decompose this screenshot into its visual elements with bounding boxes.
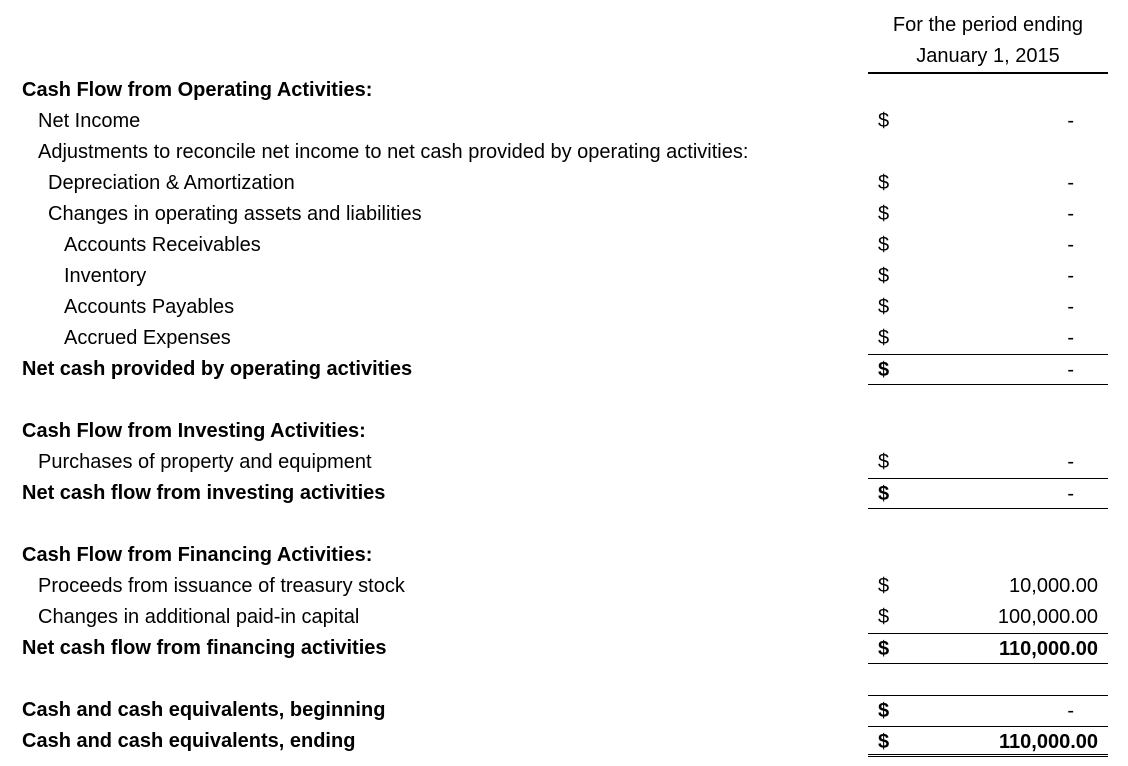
row-cash-flow-from-operating-activities: [0, 75, 1128, 106]
row-label: Changes in operating assets and liabilities: [48, 203, 422, 225]
amount-value: -: [1067, 483, 1074, 505]
row-purchases-of-property-and-equipment: [0, 447, 1128, 478]
row-label: Cash and cash equivalents, ending: [22, 730, 356, 752]
row-label: Depreciation & Amortization: [48, 172, 295, 194]
amount-value: 100,000.00: [997, 606, 1098, 628]
amount-cell: [868, 509, 1108, 540]
row-label: Cash Flow from Operating Activities:: [22, 79, 373, 101]
amount-cell: [868, 292, 1108, 323]
amount-cell: [868, 571, 1108, 602]
row-changes-in-operating-assets-and-liabilities: [0, 199, 1128, 230]
row-cash-flow-from-financing-activities: [0, 540, 1128, 571]
amount-value: -: [1067, 203, 1074, 225]
row-depreciation-amortization: [0, 168, 1128, 199]
amount-cell: [868, 261, 1108, 292]
amount-value: -: [1067, 451, 1074, 473]
currency-symbol: $: [878, 638, 890, 660]
currency-symbol: $: [878, 203, 890, 225]
amount-cell: [868, 168, 1108, 199]
row-label: Inventory: [64, 265, 147, 287]
amount-cell: [868, 602, 1108, 633]
amount-cell: [868, 75, 1108, 106]
currency-symbol: $: [878, 296, 890, 318]
row-accounts-receivables: [0, 230, 1128, 261]
row-label: Accrued Expenses: [64, 327, 231, 349]
amount-value: -: [1067, 296, 1074, 318]
row-accrued-expenses: [0, 323, 1128, 354]
row-label: Adjustments to reconcile net income to net cash provided by operating activities:: [38, 141, 749, 163]
amount-value: 10,000.00: [1009, 575, 1098, 597]
currency-symbol: $: [878, 731, 890, 753]
row-label: Net cash flow from investing activities: [22, 482, 386, 504]
amount-cell: [868, 230, 1108, 261]
amount-value: 110,000.00: [999, 731, 1098, 753]
currency-symbol: $: [878, 575, 890, 597]
row-label: Net cash flow from financing activities: [22, 637, 387, 659]
amount-cell: [868, 633, 1108, 664]
currency-symbol: $: [878, 327, 890, 349]
amount-value: -: [1067, 172, 1074, 194]
spacer-row: [0, 664, 1128, 695]
amount-cell: [868, 416, 1108, 447]
row-net-cash-flow-from-financing-activities: [0, 633, 1128, 664]
amount-cell: [868, 726, 1108, 757]
amount-cell: [868, 695, 1108, 726]
currency-symbol: $: [878, 451, 890, 473]
row-label: Proceeds from issuance of treasury stock: [38, 575, 405, 597]
row-label: Net Income: [38, 110, 141, 132]
amount-cell: [868, 323, 1108, 354]
period-header-line1: For the period ending: [892, 14, 1084, 36]
row-net-cash-flow-from-investing-activities: [0, 478, 1128, 509]
spacer-row: [0, 509, 1128, 540]
row-label: Purchases of property and equipment: [38, 451, 372, 473]
amount-value: -: [1067, 700, 1074, 722]
currency-symbol: $: [878, 700, 890, 722]
spacer-row: [0, 385, 1128, 416]
row-proceeds-from-issuance-of-treasury-stock: [0, 571, 1128, 602]
row-label: Cash Flow from Financing Activities:: [22, 544, 373, 566]
row-cash-flow-from-investing-activities: [0, 416, 1128, 447]
currency-symbol: $: [878, 265, 890, 287]
row-cash-and-cash-equivalents-ending: [0, 726, 1128, 757]
amount-cell: [868, 354, 1108, 385]
period-column-header: [868, 10, 1108, 74]
period-header-line2: January 1, 2015: [916, 45, 1060, 67]
currency-symbol: $: [878, 172, 890, 194]
currency-symbol: $: [878, 606, 890, 628]
amount-value: -: [1067, 265, 1074, 287]
currency-symbol: $: [878, 234, 890, 256]
row-label: Cash Flow from Investing Activities:: [22, 420, 366, 442]
row-adjustments-to-reconcile-net-income-to-net-cash-provided-by-operating-activities: [0, 137, 1128, 168]
row-label: Net cash provided by operating activities: [22, 358, 413, 380]
amount-value: -: [1067, 234, 1074, 256]
amount-cell: [868, 540, 1108, 571]
amount-cell: [868, 199, 1108, 230]
amount-cell: [868, 478, 1108, 509]
row-net-income: [0, 106, 1128, 137]
amount-value: 110,000.00: [999, 638, 1098, 660]
row-net-cash-provided-by-operating-activities: [0, 354, 1128, 385]
currency-symbol: $: [878, 110, 890, 132]
currency-symbol: $: [878, 483, 890, 505]
amount-cell: [868, 664, 1108, 695]
amount-value: -: [1067, 110, 1074, 132]
currency-symbol: $: [878, 359, 890, 381]
amount-cell: [868, 106, 1108, 137]
amount-value: -: [1067, 359, 1074, 381]
amount-cell: [868, 385, 1108, 416]
row-cash-and-cash-equivalents-beginning: [0, 695, 1128, 726]
row-label: Cash and cash equivalents, beginning: [22, 699, 386, 721]
row-changes-in-additional-paid-in-capital: [0, 602, 1128, 633]
row-label: Changes in additional paid-in capital: [38, 606, 360, 628]
row-inventory: [0, 261, 1128, 292]
row-label: Accounts Receivables: [64, 234, 261, 256]
amount-value: -: [1067, 327, 1074, 349]
row-accounts-payables: [0, 292, 1128, 323]
amount-cell: [868, 447, 1108, 478]
row-label: Accounts Payables: [64, 296, 235, 318]
amount-cell: [868, 137, 1108, 168]
